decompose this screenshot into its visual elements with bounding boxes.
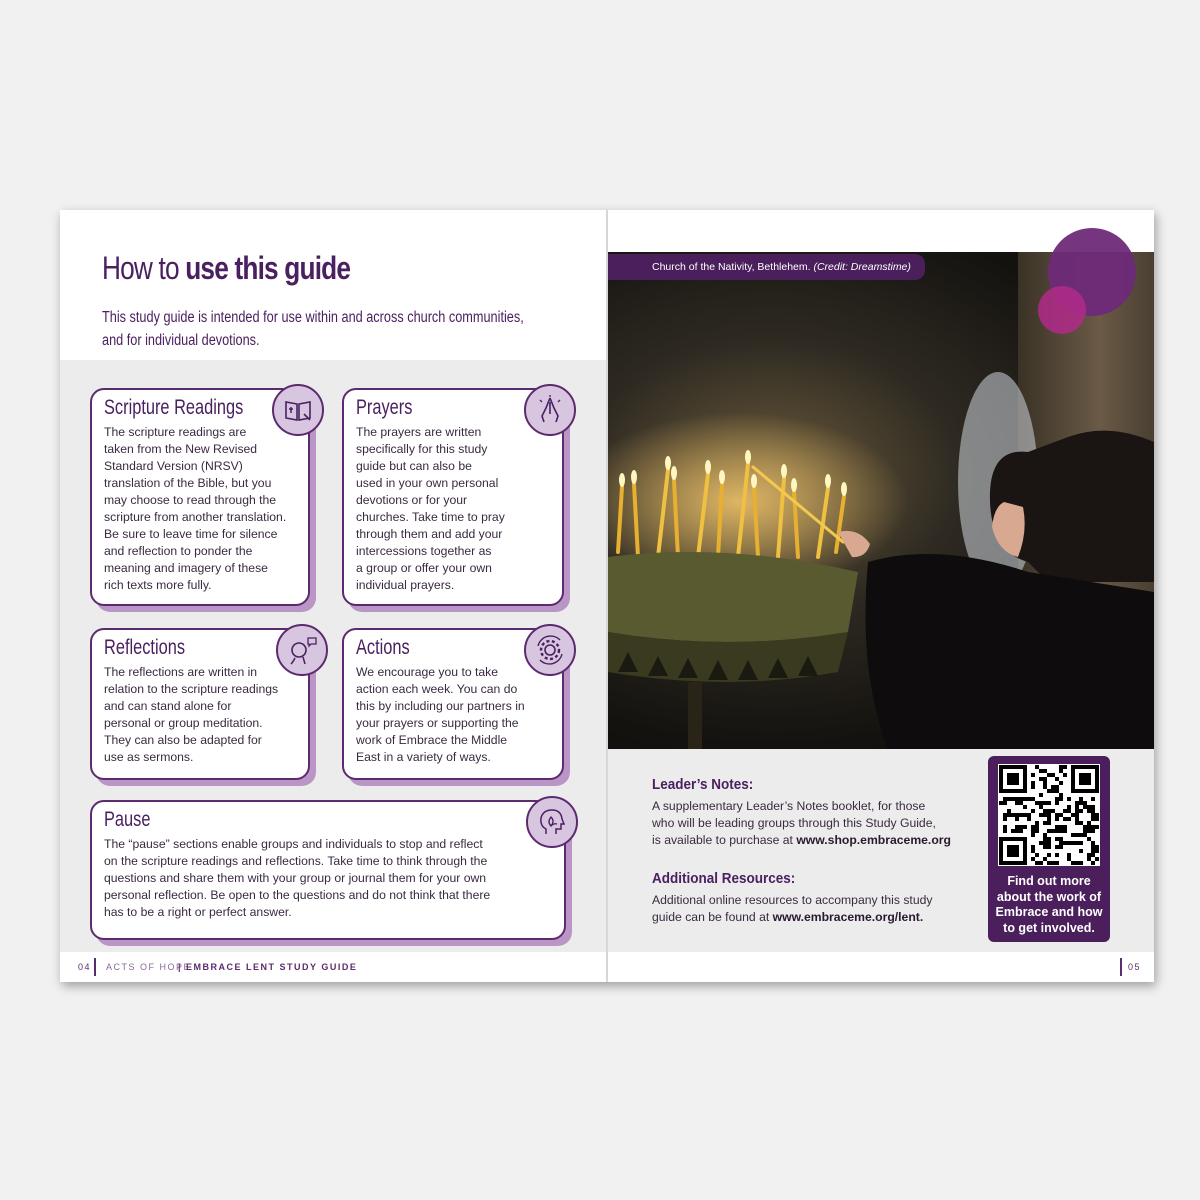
mind-leaf-icon <box>526 796 578 848</box>
card-text-line: specifically for this study <box>356 442 488 456</box>
card-text-line: personal reflection. Be open to the questions and do not think that there <box>104 888 491 902</box>
page-footer <box>60 952 606 982</box>
card-text-line: relation to the scripture readings <box>104 682 279 696</box>
card-text-line: may choose to read through the <box>104 493 277 507</box>
praying-hands-icon <box>524 384 576 436</box>
card-heading: Pause <box>104 808 151 831</box>
card-text-line: Standard Version (NRSV) <box>104 459 243 473</box>
photo-caption <box>608 254 925 280</box>
card-text-line: this by including our partners in <box>356 699 525 713</box>
card-text <box>104 836 490 921</box>
right-page <box>608 210 1154 982</box>
pause-card <box>90 800 566 940</box>
card-text-line: translation of the Bible, but you <box>104 476 272 490</box>
shop-link[interactable]: www.shop.embraceme.org <box>796 833 951 847</box>
card-text-line: The reflections are written in <box>104 665 258 679</box>
card-text-line: intercessions together as <box>356 544 492 558</box>
intro-text: This study guide is intended for use within and across church communities, and for individual devotions. <box>102 309 524 349</box>
lent-link[interactable]: www.embraceme.org/lent. <box>772 910 924 924</box>
card-text-line: The scripture readings are <box>104 425 247 439</box>
card-text-line: devotions or for your <box>356 493 468 507</box>
card-text-line: has to be a right or perfect answer. <box>104 905 292 919</box>
card-text-line: guide but can also be <box>356 459 472 473</box>
card-text <box>356 424 505 594</box>
card-text-line: on the scripture readings and reflections. Take time to think through the <box>104 854 488 868</box>
card-text-line: We encourage you to take <box>356 665 499 679</box>
page-number: 04 <box>78 962 92 972</box>
card-heading: Actions <box>356 636 410 659</box>
card-text-line: through them and add your <box>356 527 503 541</box>
decorative-circle-small <box>1038 286 1086 334</box>
card-text-line: your prayers or supporting the <box>356 716 519 730</box>
page-title <box>102 250 350 287</box>
qr-caption: Find out more about the work of Embrace and how to get involved. <box>995 874 1103 935</box>
title-bold: use this guide <box>185 250 351 286</box>
card-text-line: and reflection to ponder the <box>104 544 253 558</box>
card-heading: Scripture Readings <box>104 396 244 419</box>
card-heading: Prayers <box>356 396 413 419</box>
card-text-line: a group or offer your own <box>356 561 492 575</box>
leaders-notes-heading: Leader’s Notes: <box>652 776 754 793</box>
footer-series: ACTS OF HOPE <box>106 962 192 972</box>
card-text-line: The prayers are written <box>356 425 482 439</box>
leaders-notes-text: A supplementary Leader’s Notes booklet, for those who will be leading groups through this Study Guide, is available to purchase at www.shop.embraceme.org <box>652 799 951 847</box>
card-text-line: meaning and imagery of these <box>104 561 268 575</box>
card-text-line: work of Embrace the Middle <box>356 733 508 747</box>
card-text <box>104 664 278 766</box>
footer-divider <box>1120 958 1122 976</box>
card-text-line: They can also be adapted for <box>104 733 262 747</box>
additional-resources-text: Additional online resources to accompany this study guide can be found at www.embraceme.org/lent. <box>652 893 933 924</box>
footer-divider <box>94 958 96 976</box>
card-text-line: churches. Take time to pray <box>356 510 505 524</box>
card-text-line: questions and share them with your group or journal them for your own <box>104 871 487 885</box>
footer-guide: | EMBRACE LENT STUDY GUIDE <box>178 962 358 972</box>
caption-main: Church of the Nativity, Bethlehem. <box>652 261 811 273</box>
caption-credit: (Credit: Dreamstime) <box>813 261 911 273</box>
qr-code[interactable] <box>998 764 1100 866</box>
card-text-line: rich texts more fully. <box>104 578 212 592</box>
card-text-line: use as sermons. <box>104 750 194 764</box>
page-footer-right <box>608 952 1154 982</box>
page-number: 05 <box>1128 962 1142 972</box>
card-text-line: taken from the New Revised <box>104 442 258 456</box>
left-page <box>60 210 606 982</box>
card-text-line: personal or group meditation. <box>104 716 263 730</box>
qr-panel <box>988 756 1110 942</box>
additional-resources-heading: Additional Resources: <box>652 870 796 887</box>
card-text-line: East in a variety of ways. <box>356 750 491 764</box>
qr-pattern <box>998 764 1100 866</box>
title-light: How to <box>102 250 179 286</box>
card-text <box>356 664 525 766</box>
card-text-line: action each week. You can do <box>356 682 518 696</box>
card-text-line: and can stand alone for <box>104 699 232 713</box>
bible-icon <box>272 384 324 436</box>
card-text-line: individual prayers. <box>356 578 455 592</box>
thinking-person-icon <box>276 624 328 676</box>
card-text-line: Be sure to leave time for silence <box>104 527 278 541</box>
card-text-line: scripture from another translation. <box>104 510 287 524</box>
booklet-spread <box>60 210 1154 982</box>
card-text-line: The “pause” sections enable groups and individuals to stop and reflect <box>104 837 483 851</box>
card-text <box>104 424 286 594</box>
card-heading: Reflections <box>104 636 186 659</box>
card-text-line: used in your own personal <box>356 476 499 490</box>
gear-cycle-icon <box>524 624 576 676</box>
